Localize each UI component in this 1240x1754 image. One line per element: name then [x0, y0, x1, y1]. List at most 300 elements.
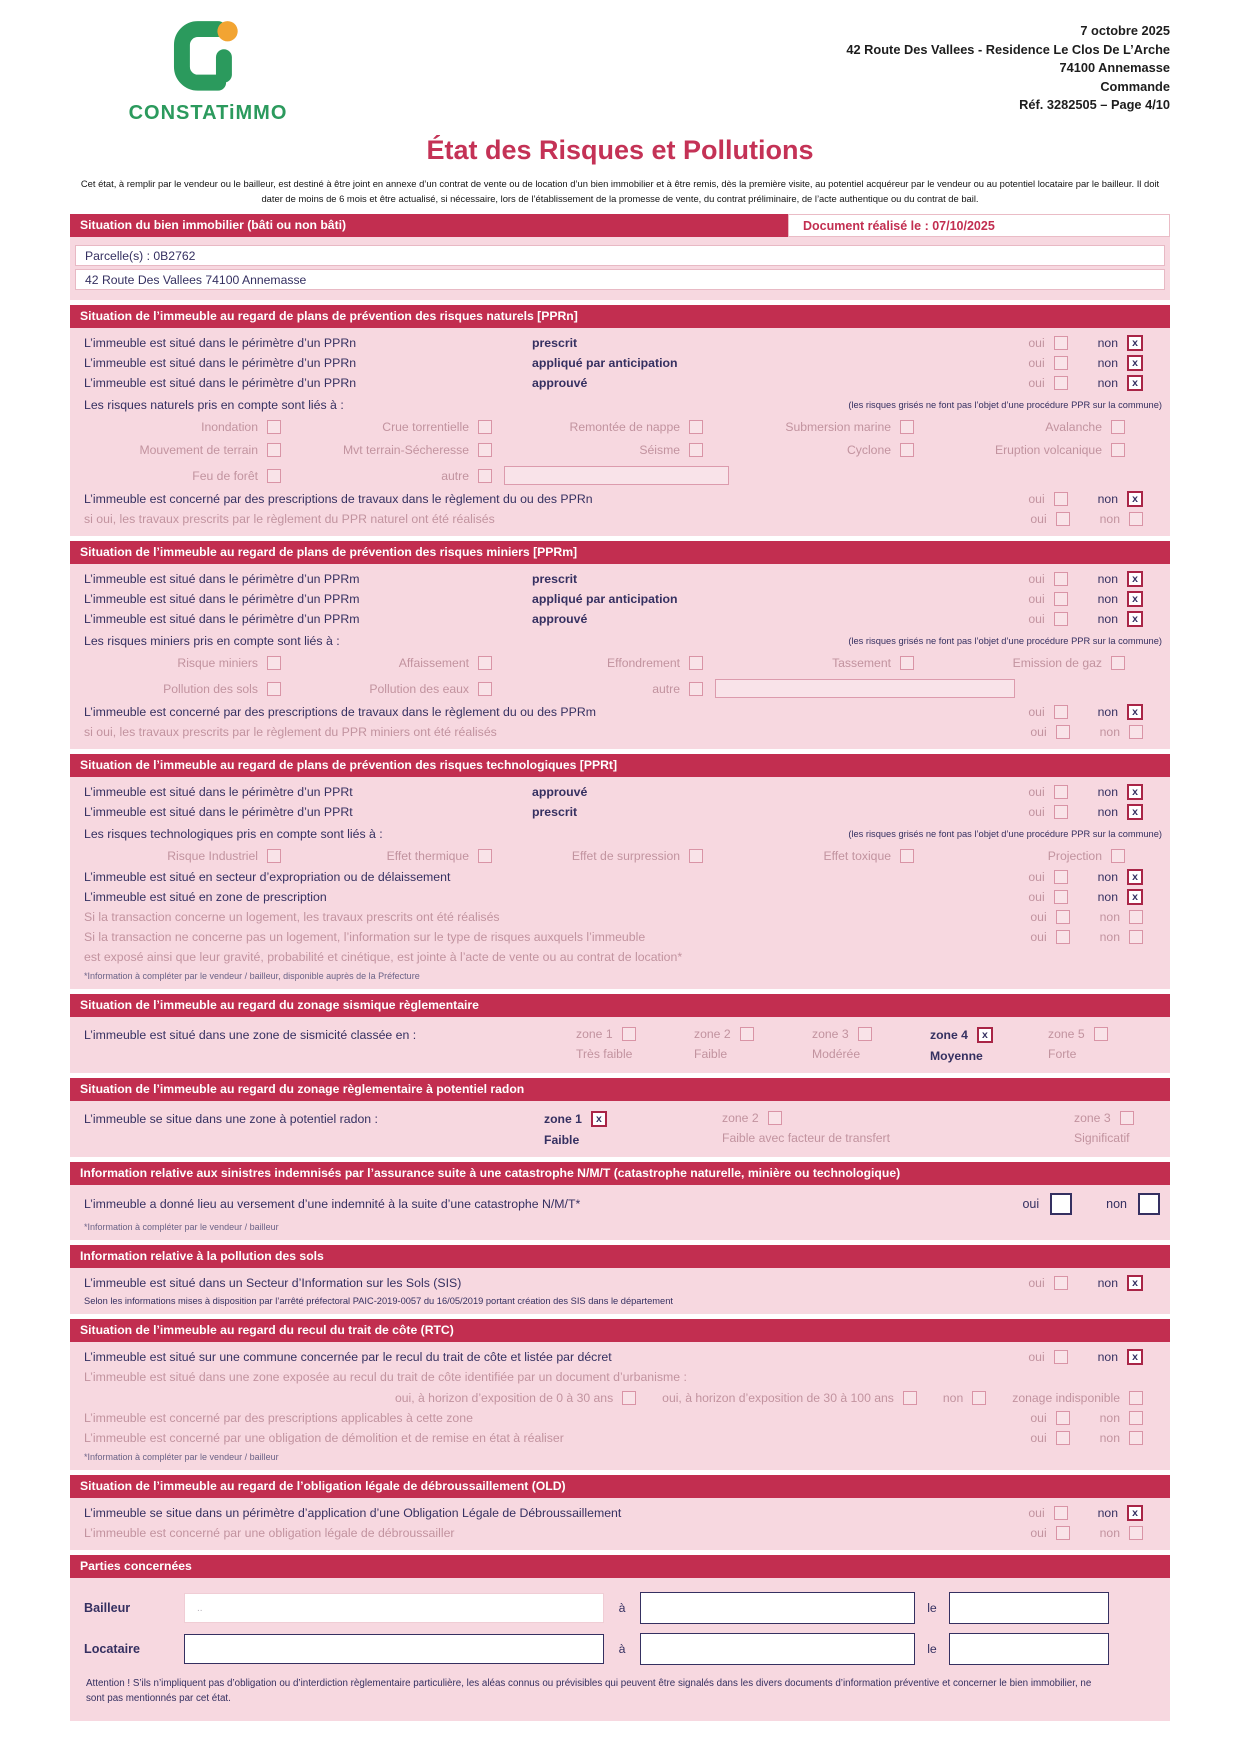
non-label: non: [1097, 572, 1118, 587]
non-checkbox-checked[interactable]: x: [1127, 591, 1143, 607]
option-checkbox[interactable]: [622, 1391, 636, 1405]
pprm-risks-header: [70, 631, 1170, 651]
oui-label: oui: [1030, 512, 1047, 527]
oui-non-answers: [1028, 804, 1170, 820]
le-label: le: [927, 1642, 937, 1657]
non-label: non: [1097, 785, 1118, 800]
risk-label: Feu de forêt: [192, 468, 258, 483]
risk-item: [703, 443, 914, 457]
pprm-perimetre-anticipation-row: [70, 589, 1170, 609]
risk-checkbox[interactable]: [689, 849, 703, 863]
oui-checkbox[interactable]: [1054, 1350, 1068, 1364]
oui-checkbox[interactable]: [1054, 592, 1068, 606]
locataire-place-input[interactable]: [640, 1633, 915, 1665]
pprn-travaux-row: [70, 489, 1170, 509]
risk-checkbox[interactable]: [1111, 420, 1125, 434]
oui-checkbox[interactable]: [1056, 910, 1070, 924]
pprt-logement-row: [70, 907, 1170, 927]
risk-checkbox[interactable]: [478, 849, 492, 863]
pprn-risks-grid: [70, 420, 1170, 485]
bailleur-row: [84, 1592, 1170, 1624]
risk-checkbox[interactable]: [900, 656, 914, 670]
question-label: L’immeuble est concerné par des prescriptions applicables à cette zone: [84, 1411, 473, 1426]
risk-checkbox[interactable]: [900, 443, 914, 457]
oui-non-answers: [1028, 591, 1170, 607]
risk-label: Crue torrentielle: [382, 420, 469, 435]
risk-checkbox[interactable]: [478, 420, 492, 434]
risk-item: [70, 656, 281, 670]
risk-item: [703, 656, 914, 670]
zone-sublabel: Faible: [694, 1047, 728, 1062]
non-checkbox[interactable]: [1129, 1431, 1143, 1445]
section-title-parties: Parties concernées: [70, 1555, 1170, 1578]
bailleur-date-input[interactable]: [949, 1592, 1109, 1624]
risk-checkbox[interactable]: [900, 849, 914, 863]
parcelle-field[interactable]: Parcelle(s) : 0B2762: [75, 245, 1165, 266]
pprn-perimetre-approuve-row: [70, 373, 1170, 393]
non-checkbox-checked[interactable]: x: [1127, 784, 1143, 800]
non-label: non: [1097, 356, 1118, 371]
option-label: non: [942, 1391, 964, 1406]
section-pprn: [70, 305, 1170, 536]
section-title-sols: Information relative à la pollution des sols: [70, 1245, 1170, 1268]
section-catastrophe-nmt: [70, 1162, 1170, 1240]
oui-non-answers: [1030, 1411, 1170, 1425]
bailleur-place-input[interactable]: [640, 1592, 915, 1624]
non-checkbox-checked[interactable]: x: [1127, 704, 1143, 720]
oui-label: oui: [1028, 705, 1045, 720]
status-label: appliqué par anticipation: [532, 356, 678, 371]
autre-risk-input[interactable]: [504, 466, 729, 485]
oui-label: oui: [1030, 930, 1047, 945]
oui-checkbox[interactable]: [1054, 336, 1068, 350]
pprn-risks-header: [70, 395, 1170, 415]
oui-checkbox[interactable]: [1056, 1526, 1070, 1540]
autre-risk-input[interactable]: [715, 679, 1015, 698]
oui-checkbox[interactable]: [1054, 612, 1068, 626]
old-obligation-row: [70, 1523, 1170, 1543]
risk-item: [70, 443, 281, 457]
nmt-footnote: *Information à compléter par le vendeur / bailleur: [84, 1222, 279, 1233]
zone-label: zone 2: [694, 1027, 731, 1042]
section-title-pprn: Situation de l’immeuble au regard de plans de prévention des risques naturels [PPRn]: [70, 305, 1170, 328]
risk-checkbox[interactable]: [689, 656, 703, 670]
zone-checkbox-checked[interactable]: x: [977, 1027, 993, 1043]
oui-checkbox[interactable]: [1056, 512, 1070, 526]
non-checkbox-checked[interactable]: x: [1127, 375, 1143, 391]
header-ref: Réf. 3282505 – Page 4/10: [1019, 97, 1170, 113]
non-label: non: [1097, 1506, 1118, 1521]
risk-label: Séisme: [639, 443, 680, 458]
non-checkbox-checked[interactable]: x: [1127, 1505, 1143, 1521]
question-label: L’immeuble se situe dans un périmètre d’application d’une Obligation Légale de Débroussaillement: [84, 1506, 622, 1521]
risk-item: [281, 656, 492, 670]
rtc-zone-exposee-row: [70, 1367, 1170, 1387]
oui-non-answers: [1030, 930, 1170, 944]
non-checkbox-checked[interactable]: x: [1127, 571, 1143, 587]
non-checkbox-checked[interactable]: x: [1127, 1275, 1143, 1291]
pprt-perimetre-prescrit-row: [70, 802, 1170, 822]
oui-checkbox[interactable]: [1054, 705, 1068, 719]
pprt-perimetre-approuve-row: [70, 782, 1170, 802]
zone-sublabel: Moyenne: [930, 1049, 983, 1064]
non-label: non: [1097, 592, 1118, 607]
non-label: non: [1099, 725, 1120, 740]
zone-option: [722, 1111, 1074, 1147]
section-title-rtc: Situation de l’immeuble au regard du recul du trait de côte (RTC): [70, 1319, 1170, 1342]
zone-sublabel: Faible: [544, 1133, 580, 1148]
non-checkbox[interactable]: [1129, 1411, 1143, 1425]
zone-label: zone 2: [722, 1111, 759, 1126]
pprt-non-logement-row-2: [70, 947, 1170, 967]
risk-label: Affaissement: [398, 656, 469, 671]
oui-checkbox[interactable]: [1054, 356, 1068, 370]
oui-non-answers: [1028, 869, 1170, 885]
oui-checkbox[interactable]: [1054, 890, 1068, 904]
option-horizon-0-30: [395, 1391, 636, 1405]
risk-label: Inondation: [201, 420, 258, 435]
risk-label: Effet de surpression: [571, 849, 680, 864]
question-label: L’immeuble est concerné par une obligation légale de débroussailler: [84, 1526, 455, 1541]
brand-block: [98, 14, 318, 125]
oui-label: oui: [1030, 1411, 1047, 1426]
risk-label: Emission de gaz: [1012, 656, 1102, 671]
risk-checkbox[interactable]: [478, 682, 492, 696]
pprm-realises-row: [70, 722, 1170, 742]
risk-item: [703, 849, 914, 863]
non-checkbox[interactable]: [1129, 512, 1143, 526]
rtc-demolition-row: [70, 1428, 1170, 1448]
risk-label: Effet toxique: [823, 849, 891, 864]
zone-label: zone 5: [1048, 1027, 1085, 1042]
oui-non-answers: [1030, 512, 1170, 526]
non-label: non: [1097, 612, 1118, 627]
risk-checkbox[interactable]: [267, 469, 281, 483]
zone-label: zone 3: [812, 1027, 849, 1042]
risk-checkbox[interactable]: [689, 420, 703, 434]
non-label: non: [1099, 1526, 1120, 1541]
zone-checkbox[interactable]: [858, 1027, 872, 1041]
constatimmo-logo-icon: [164, 16, 252, 100]
sols-sis-row: [70, 1273, 1170, 1293]
oui-label: oui: [1028, 356, 1045, 371]
question-label: L’immeuble est situé dans le périmètre d’un PPRm: [84, 572, 360, 587]
question-label: si oui, les travaux prescrits par le règlement du PPR naturel ont été réalisés: [84, 512, 495, 527]
non-checkbox[interactable]: [1129, 725, 1143, 739]
oui-label: oui: [1030, 910, 1047, 925]
oui-checkbox[interactable]: [1054, 1506, 1068, 1520]
section-header-row: [70, 214, 1170, 237]
oui-label: oui: [1028, 1506, 1045, 1521]
non-label: non: [1097, 336, 1118, 351]
header-info: [846, 14, 1170, 125]
non-checkbox-checked[interactable]: x: [1127, 611, 1143, 627]
non-checkbox-checked[interactable]: x: [1127, 804, 1143, 820]
non-label: non: [1097, 376, 1118, 391]
oui-non-answers: [1028, 611, 1170, 627]
option-label: oui, à horizon d’exposition de 30 à 100 ans: [662, 1391, 894, 1406]
pprm-perimetre-approuve-row: [70, 609, 1170, 629]
risk-checkbox[interactable]: [689, 443, 703, 457]
section-title-radon: Situation de l’immeuble au regard du zonage règlementaire à potentiel radon: [70, 1078, 1170, 1101]
risks-intro: Les risques technologiques pris en compte sont liés à :: [84, 827, 383, 842]
section-title-sismique: Situation de l’immeuble au regard du zonage sismique règlementaire: [70, 994, 1170, 1017]
section-radon: [70, 1078, 1170, 1157]
risk-label: Effet thermique: [386, 849, 469, 864]
oui-non-answers: [1028, 1275, 1170, 1291]
section-pprt: [70, 754, 1170, 989]
risks-note: (les risques grisés ne font pas l’objet d’une procédure PPR sur la commune): [848, 636, 1162, 647]
non-checkbox[interactable]: [1129, 1526, 1143, 1540]
zone-option-selected: [930, 1027, 1048, 1063]
radon-zones-row: [70, 1111, 1170, 1147]
risk-label: autre: [441, 468, 469, 483]
risk-item-autre: [492, 679, 703, 698]
risk-label: Submersion marine: [785, 420, 891, 435]
non-label: non: [1097, 870, 1118, 885]
locataire-row: [84, 1633, 1170, 1665]
oui-label: oui: [1028, 376, 1045, 391]
option-label: oui, à horizon d’exposition de 0 à 30 ans: [394, 1391, 614, 1406]
risk-checkbox[interactable]: [900, 420, 914, 434]
section-pprm: [70, 541, 1170, 749]
adresse-field[interactable]: 42 Route Des Vallees 74100 Annemasse: [75, 269, 1165, 290]
oui-checkbox[interactable]: [1050, 1193, 1072, 1215]
oui-checkbox[interactable]: [1054, 785, 1068, 799]
risk-label: Tassement: [832, 656, 891, 671]
risk-checkbox[interactable]: [267, 849, 281, 863]
header-city: 74100 Annemasse: [1059, 60, 1170, 76]
oui-non-answers-large: [1022, 1193, 1170, 1215]
le-label: le: [927, 1601, 937, 1616]
risks-intro: Les risques naturels pris en compte sont liés à :: [84, 398, 344, 413]
rtc-footnote: *Information à compléter par le vendeur / bailleur: [84, 1452, 279, 1463]
pprm-travaux-row: [70, 702, 1170, 722]
section-title-pprm: Situation de l’immeuble au regard de plans de prévention des risques miniers [PPRm]: [70, 541, 1170, 564]
risk-checkbox[interactable]: [1111, 656, 1125, 670]
non-checkbox[interactable]: [1138, 1193, 1160, 1215]
zone-option: [812, 1027, 930, 1063]
section-title-nmt: Information relative aux sinistres indemnisés par l’assurance suite à une catastrophe N/M/T (catastrophe naturelle, minière ou technologique): [70, 1162, 1170, 1185]
option-checkbox[interactable]: [1129, 1391, 1143, 1405]
question-label: L’immeuble est situé dans le périmètre d’un PPRm: [84, 612, 360, 627]
status-label: approuvé: [532, 376, 588, 391]
oui-checkbox[interactable]: [1054, 1276, 1068, 1290]
bailleur-name-input[interactable]: ..: [184, 1593, 604, 1623]
section-pollution-sols: [70, 1245, 1170, 1314]
risk-label: Effondrement: [607, 656, 680, 671]
zone-sublabel: Significatif: [1074, 1131, 1130, 1146]
oui-non-answers: [1030, 725, 1170, 739]
risk-checkbox[interactable]: [267, 443, 281, 457]
zone-option: [1074, 1111, 1204, 1147]
risk-item: [914, 849, 1125, 863]
risk-item: [492, 443, 703, 457]
question-label: L’immeuble est situé dans un Secteur d’Information sur les Sols (SIS): [84, 1276, 462, 1291]
pprt-risks-grid: [70, 849, 1170, 863]
zone-checkbox[interactable]: [1094, 1027, 1108, 1041]
risk-checkbox[interactable]: [689, 682, 703, 696]
oui-non-answers: [1028, 784, 1170, 800]
zone-checkbox[interactable]: [740, 1027, 754, 1041]
oui-checkbox[interactable]: [1054, 572, 1068, 586]
question-label: Si la transaction ne concerne pas un logement, l’information sur le type de risques auxquels l’immeuble: [84, 930, 646, 945]
oui-checkbox[interactable]: [1056, 930, 1070, 944]
non-label: non: [1099, 1411, 1120, 1426]
oui-label: oui: [1028, 572, 1045, 587]
question-label: L’immeuble est concerné par une obligation de démolition et de remise en état à réaliser: [84, 1431, 564, 1446]
zone-checkbox[interactable]: [768, 1111, 782, 1125]
non-label: non: [1106, 1197, 1127, 1212]
pprm-perimetre-prescrit-row: [70, 569, 1170, 589]
risk-item: [281, 443, 492, 457]
erp-form: [70, 214, 1170, 1721]
locataire-name-input[interactable]: [184, 1634, 604, 1664]
a-label: à: [618, 1642, 626, 1657]
oui-non-answers: [1028, 335, 1170, 351]
locataire-date-input[interactable]: [949, 1633, 1109, 1665]
risk-item: [281, 849, 492, 863]
header-date: 7 octobre 2025: [1080, 23, 1170, 38]
risk-checkbox[interactable]: [478, 443, 492, 457]
risk-item: [70, 849, 281, 863]
non-label: non: [1097, 890, 1118, 905]
non-label: non: [1097, 1350, 1118, 1365]
pprm-risks-grid: [70, 656, 1170, 698]
risk-item: [281, 679, 492, 698]
zone-label: zone 3: [1074, 1111, 1111, 1126]
section-title-bien: Situation du bien immobilier (bâti ou non bâti): [70, 214, 788, 237]
non-label: non: [1099, 930, 1120, 945]
section-parties: [70, 1555, 1170, 1721]
non-label: non: [1099, 910, 1120, 925]
risk-checkbox[interactable]: [478, 656, 492, 670]
zone-option: [1048, 1027, 1166, 1063]
locataire-label: Locataire: [84, 1642, 140, 1657]
nmt-indemnite-row: [70, 1190, 1170, 1218]
zone-label: zone 4: [930, 1028, 968, 1043]
non-checkbox-checked[interactable]: x: [1127, 889, 1143, 905]
non-label: non: [1099, 1431, 1120, 1446]
oui-checkbox[interactable]: [1056, 725, 1070, 739]
option-checkbox[interactable]: [972, 1391, 986, 1405]
question-label: L’immeuble se situe dans une zone à potentiel radon :: [84, 1112, 378, 1127]
section-title-old: Situation de l’immeuble au regard de l’obligation légale de débroussaillement (OLD): [70, 1475, 1170, 1498]
a-label: à: [618, 1601, 626, 1616]
zone-sublabel: Forte: [1048, 1047, 1077, 1062]
oui-non-answers: [1030, 910, 1170, 924]
non-checkbox[interactable]: [1129, 910, 1143, 924]
oui-non-answers: [1028, 571, 1170, 587]
oui-checkbox[interactable]: [1054, 870, 1068, 884]
oui-non-answers: [1028, 704, 1170, 720]
oui-checkbox[interactable]: [1054, 376, 1068, 390]
risk-checkbox[interactable]: [1111, 849, 1125, 863]
question-label: L’immeuble est concerné par des prescriptions de travaux dans le règlement du ou des PPRn: [84, 492, 593, 507]
pprn-realises-row: [70, 509, 1170, 529]
option-horizon-30-100: [662, 1391, 917, 1405]
zone-sublabel: Très faible: [576, 1047, 633, 1062]
oui-checkbox[interactable]: [1056, 1431, 1070, 1445]
risk-checkbox[interactable]: [267, 656, 281, 670]
non-checkbox[interactable]: [1129, 930, 1143, 944]
pprt-risks-header: [70, 824, 1170, 844]
zone-sublabel: Modérée: [812, 1047, 861, 1062]
pprn-perimetre-prescrit-row: [70, 333, 1170, 353]
brand-name: CONSTATiMMO: [128, 102, 288, 124]
section-title-pprt: Situation de l’immeuble au regard de plans de prévention des risques technologiques [PPRt]: [70, 754, 1170, 777]
rtc-horizon-options: [70, 1391, 1170, 1405]
zone-checkbox[interactable]: [1120, 1111, 1134, 1125]
question-label: L’immeuble est situé dans le périmètre d’un PPRm: [84, 592, 360, 607]
risk-label: Avalanche: [1045, 420, 1102, 435]
oui-non-answers: [1028, 1505, 1170, 1521]
risk-label: Mvt terrain-Sécheresse: [343, 443, 469, 458]
sismique-zones-row: [70, 1027, 1170, 1063]
risk-checkbox[interactable]: [267, 420, 281, 434]
non-label: non: [1097, 1276, 1118, 1291]
pprt-footnote: *Information à compléter par le vendeur / bailleur, disponible auprès de la Préfecture: [84, 971, 420, 982]
oui-checkbox[interactable]: [1056, 1411, 1070, 1425]
sols-note: Selon les informations mises à disposition par l’arrêté préfectoral PAIC-2019-0057 du 16/05/2019 portant création des SIS dans le département: [84, 1296, 673, 1307]
risk-item: [281, 420, 492, 434]
status-label: prescrit: [532, 805, 578, 820]
option-checkbox[interactable]: [903, 1391, 917, 1405]
oui-label: oui: [1028, 805, 1045, 820]
risk-checkbox[interactable]: [478, 469, 492, 483]
non-checkbox-checked[interactable]: x: [1127, 491, 1143, 507]
question-label: L’immeuble est concerné par des prescriptions de travaux dans le règlement du ou des PPRm: [84, 705, 596, 720]
bailleur-label: Bailleur: [84, 1601, 131, 1616]
risk-item-autre: [281, 466, 492, 485]
zone-sublabel: Faible avec facteur de transfert: [722, 1131, 891, 1146]
risk-checkbox[interactable]: [267, 682, 281, 696]
oui-label: oui: [1028, 870, 1045, 885]
non-checkbox-checked[interactable]: x: [1127, 869, 1143, 885]
non-label: non: [1097, 492, 1118, 507]
risk-item: [70, 466, 281, 485]
oui-checkbox[interactable]: [1054, 492, 1068, 506]
pprt-non-logement-row: [70, 927, 1170, 947]
risk-checkbox[interactable]: [1111, 443, 1125, 457]
header-address: 42 Route Des Vallees - Residence Le Clos De L’Arche: [846, 41, 1170, 57]
risk-item: [914, 443, 1125, 457]
zone-checkbox-checked[interactable]: x: [591, 1111, 607, 1127]
question-label-continuation: est exposé ainsi que leur gravité, probabilité et cinétique, est jointe à l’acte de vente ou au contrat de location*: [84, 950, 683, 965]
risk-item: [492, 656, 703, 670]
zone-checkbox[interactable]: [622, 1027, 636, 1041]
oui-non-answers: [1028, 491, 1170, 507]
non-checkbox-checked[interactable]: x: [1127, 1349, 1143, 1365]
document-header: [0, 0, 1240, 125]
risk-item: [492, 420, 703, 434]
intro-paragraph: Cet état, à remplir par le vendeur ou le bailleur, est destiné à être joint en annexe d’un contrat de vente ou de location d’un bien immobilier et à être remis, dès la première visite, au potentiel acquéreur par le vendeur ou au potentiel locataire par le bailleur. Il doit dater de moins de 6 mois et être actualisé, si nécessaire, lors de l’établissement de la promesse de vente, du contrat préliminaire, de l’acte authentique ou du contrat de bail.: [80, 178, 1160, 205]
risk-item: [703, 420, 914, 434]
question-label: L’immeuble est situé dans une zone exposée au recul du trait de côte identifiée par un document d’urbanisme :: [84, 1370, 687, 1385]
question-label: L’immeuble est situé sur une commune concernée par le recul du trait de côte et listée par décret: [84, 1350, 612, 1365]
oui-non-answers: [1028, 375, 1170, 391]
old-perimetre-row: [70, 1503, 1170, 1523]
oui-label: oui: [1030, 1431, 1047, 1446]
pprt-expropriation-row: [70, 867, 1170, 887]
oui-non-answers: [1028, 1349, 1170, 1365]
risk-label: Remontée de nappe: [569, 420, 680, 435]
non-checkbox-checked[interactable]: x: [1127, 355, 1143, 371]
oui-checkbox[interactable]: [1054, 805, 1068, 819]
rtc-prescriptions-row: [70, 1408, 1170, 1428]
risk-item: [70, 420, 281, 434]
non-checkbox-checked[interactable]: x: [1127, 335, 1143, 351]
